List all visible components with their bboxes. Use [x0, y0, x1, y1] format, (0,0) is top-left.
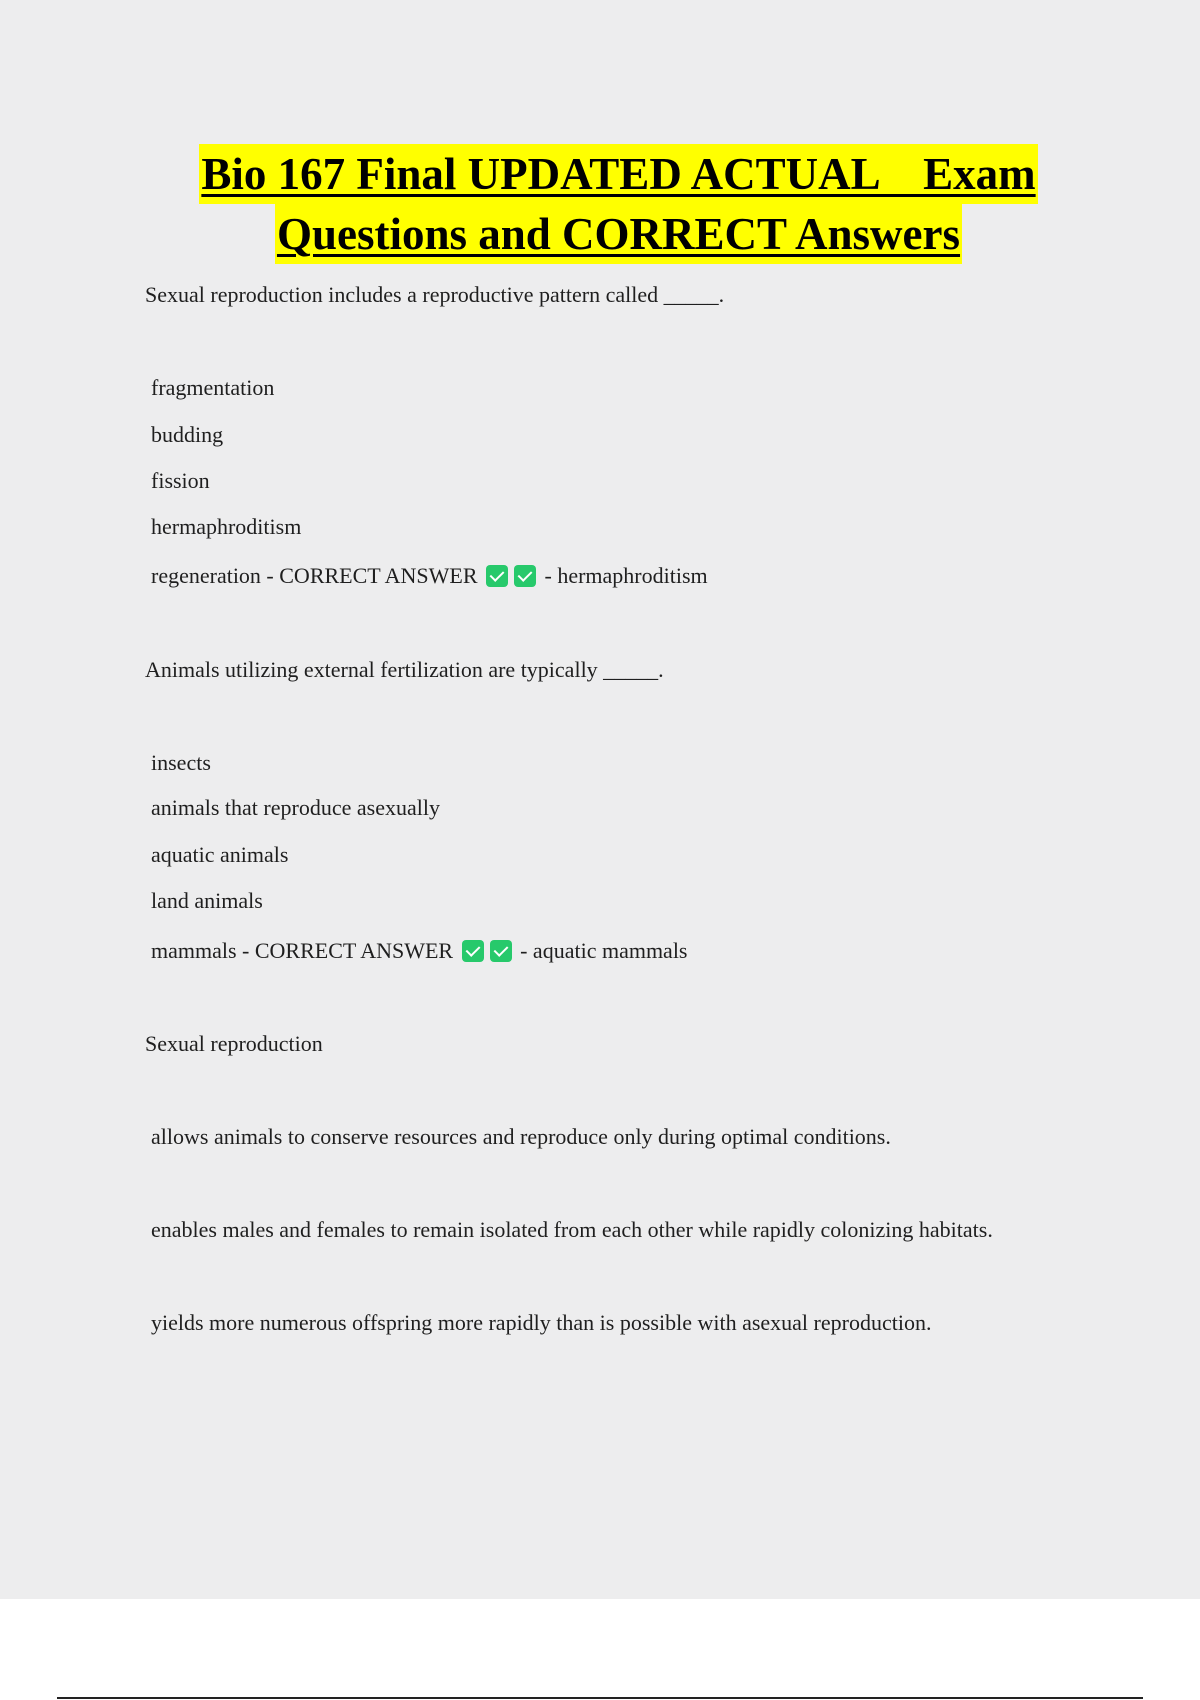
question-3-option-3: yields more numerous offspring more rapidly than is possible with asexual reproduction. [151, 1310, 932, 1335]
question-2-option-4: land animals [151, 888, 263, 913]
question-2-option-2: animals that reproduce asexually [151, 795, 440, 820]
title-line-2: Questions and CORRECT Answers [275, 204, 962, 264]
check-box-icon [514, 565, 536, 587]
question-2-option-1: insects [151, 750, 211, 775]
question-1-option-1: fragmentation [151, 375, 275, 400]
question-2-correct-answer: - aquatic mammals [520, 938, 688, 963]
question-2-prompt: Animals utilizing external fertilization are typically _____. [145, 657, 664, 682]
question-3-option-1: allows animals to conserve resources and reproduce only during optimal conditions. [151, 1124, 891, 1149]
question-3-option-2: enables males and females to remain isolated from each other while rapidly colonizing habitats. [151, 1217, 993, 1242]
check-box-icon [490, 940, 512, 962]
question-2-option-5: mammals - CORRECT ANSWER [151, 938, 454, 963]
footer-divider [57, 1697, 1143, 1699]
question-1-option-3: fission [151, 468, 210, 493]
document-title [0, 144, 1200, 264]
question-3-prompt: Sexual reproduction [145, 1031, 323, 1056]
check-box-icon [486, 565, 508, 587]
question-2-answer-line [151, 938, 688, 964]
title-line-1: Bio 167 Final UPDATED ACTUAL Exam [199, 144, 1037, 204]
question-1-option-2: budding [151, 422, 224, 447]
question-1-option-4: hermaphroditism [151, 514, 302, 539]
question-1-prompt: Sexual reproduction includes a reproductive pattern called _____. [145, 282, 725, 307]
question-1-correct-answer: - hermaphroditism [544, 563, 708, 588]
question-1-answer-line [151, 563, 708, 589]
check-box-icon [462, 940, 484, 962]
question-1-option-5: regeneration - CORRECT ANSWER [151, 563, 478, 588]
question-2-option-3: aquatic animals [151, 842, 289, 867]
